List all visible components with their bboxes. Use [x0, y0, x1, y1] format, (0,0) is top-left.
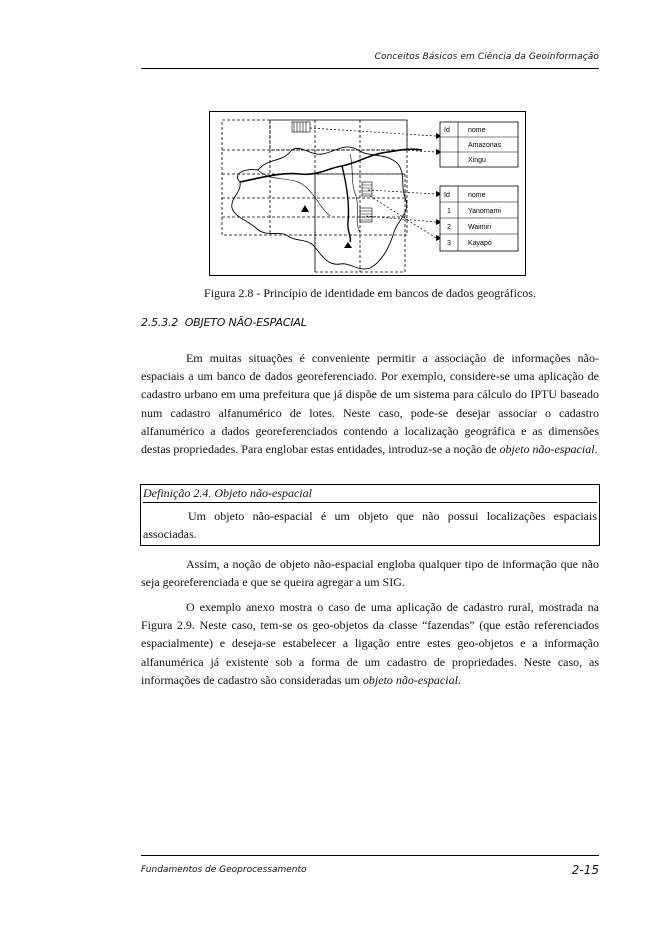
t1-h-id: Id: [444, 127, 450, 134]
t2-r1-nome: Yanomami: [468, 208, 501, 215]
running-header: [141, 52, 599, 69]
definition-box: [140, 484, 600, 546]
section-heading: [141, 316, 307, 329]
paragraph-3-text: O exemplo anexo mostra o caso de uma aplicação de cadastro rural, mostrada na Figura 2.9. Neste caso, tem-se os geo-objetos da classe “fazendas” (que estão referenciados espacialmente) e deseja-se estabelecer a ligação entre estes geo-objetos e a informação alfanumérica já existente sob a forma de um cadastro de propriedades. Neste caso, as informações de cadastro são consideradas um: [141, 600, 599, 687]
region-outline: [232, 147, 407, 269]
paragraph-3-emphasis: objeto não-espacial: [362, 672, 458, 687]
page-number: 2-15: [571, 863, 599, 877]
paragraph-1: [141, 349, 599, 458]
page-footer: [141, 855, 599, 877]
t2-h-nome: nome: [468, 192, 486, 199]
paragraph-1-emphasis: objeto não-espacial: [499, 442, 595, 457]
t2-h-id: Id: [444, 192, 450, 199]
paragraph-3-end: .: [457, 672, 461, 687]
paragraph-2: [141, 555, 599, 591]
section-number: 2.5.3.2: [141, 316, 179, 329]
definition-title: Definição 2.4. Objeto não-espacial: [143, 485, 597, 503]
t2-r2-nome: Waimiri: [468, 224, 492, 231]
paragraph-1-text: Em muitas situações é conveniente permitir a associação de informações não-espaciais a um banco de dados georeferenciado. Por exemplo, considere-se uma aplicação de cadastro urbano em uma prefeitura que já dispõe de um sistema para cálculo do IPTU baseado num cadastro alfanumérico de lotes. Neste caso, pode-se desejar associar o cadastro alfanumérico a dados georeferenciados contendo a localização geográfica e as dimensões destas propriedades. Para englobar estas entidades, introduz-se a noção de: [141, 351, 599, 457]
t2-r3-nome: Kayapó: [468, 240, 492, 247]
paragraph-1-end: .: [594, 442, 598, 457]
figure-map-identity: [209, 111, 526, 276]
t2-r3-id: 3: [447, 240, 451, 247]
rivers-table: [440, 122, 518, 167]
t2-r1-id: 1: [447, 208, 451, 215]
figure-caption: Figura 2.8 - Princípio de identidade em bancos de dados geográficos.: [204, 286, 536, 300]
footer-book-title: Fundamentos de Geoprocessamento: [141, 865, 307, 875]
header-title: Conceitos Básicos em Ciência da Geoinformação: [374, 52, 599, 62]
river-line: [240, 149, 422, 182]
paragraph-2-text: Assim, a noção de objeto não-espacial engloba qualquer tipo de informação que não seja georeferenciada e que se queira agregar a um SIG.: [141, 557, 599, 590]
paragraph-3: [141, 598, 599, 689]
section-title: OBJETO NÃO-ESPACIAL: [184, 316, 307, 329]
definition-body-text: Um objeto não-espacial é um objeto que não possui localizações espaciais associadas.: [143, 509, 597, 541]
t2-r2-id: 2: [447, 224, 451, 231]
t1-r2-nome: Xingu: [468, 157, 486, 164]
definition-body: [143, 507, 597, 543]
map-illustration: [210, 112, 527, 277]
t1-h-nome: nome: [468, 127, 486, 134]
t1-r1-nome: Amazonas: [468, 142, 502, 149]
reserves-table: [440, 186, 518, 251]
